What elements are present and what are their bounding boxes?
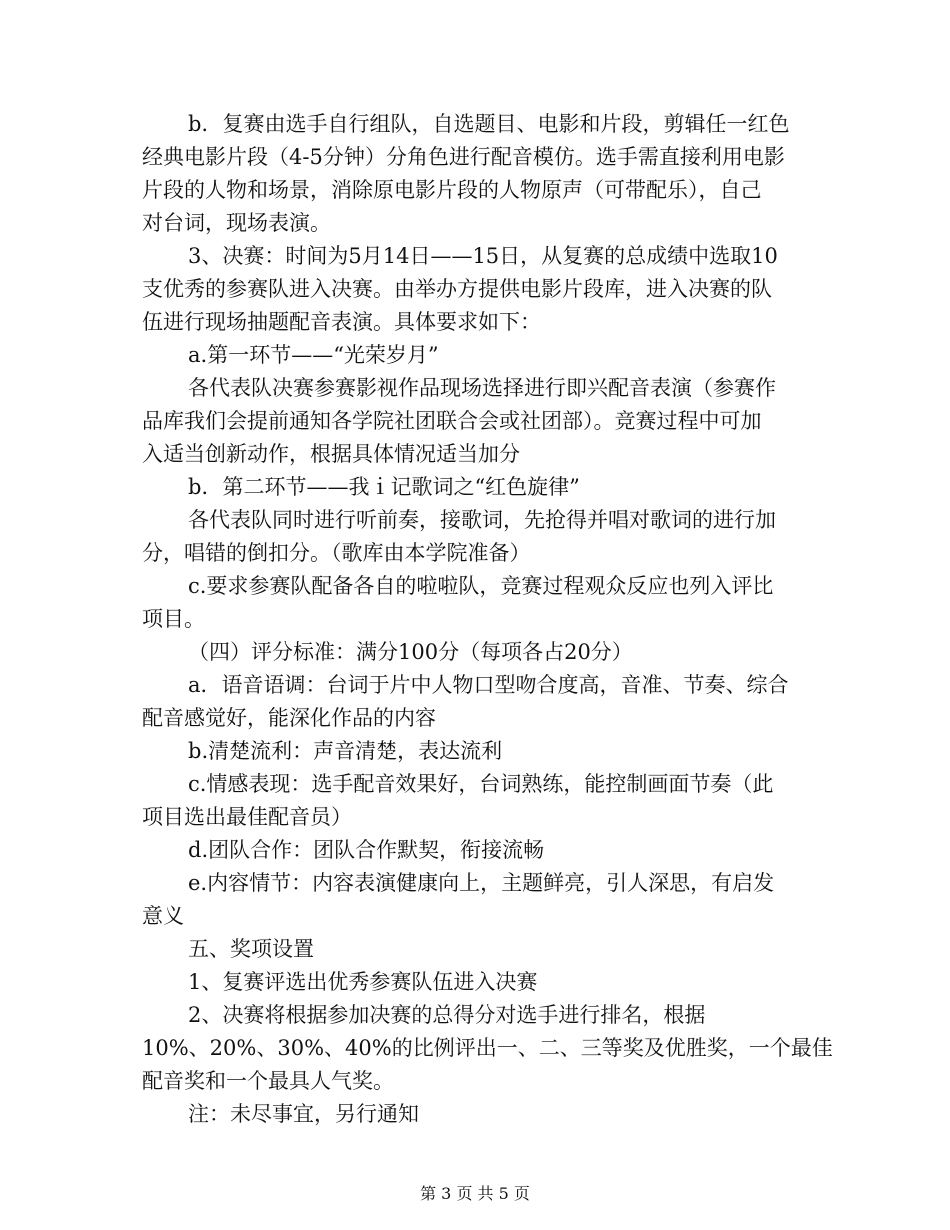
text-line: 项目。 xyxy=(142,607,205,631)
text-line: a.第一环节——“光荣岁月” xyxy=(188,343,439,367)
section-heading: 五、奖项设置 xyxy=(188,937,314,961)
text-line: 对台词，现场表演。 xyxy=(142,211,331,235)
text-line: e.内容情节：内容表演健康向上，主题鲜亮，引人深思，有启发 xyxy=(188,871,775,895)
note-line: 注：未尽事宜，另行通知 xyxy=(188,1102,419,1126)
text-line: 各代表队同时进行听前奏，接歌词，先抢得并唱对歌词的进行加 xyxy=(188,508,776,532)
text-line: 1、复赛评选出优秀参赛队伍进入决赛 xyxy=(188,970,538,994)
text-line: 2、决赛将根据参加决赛的总得分对选手进行排名，根据 xyxy=(188,1003,706,1027)
text-line: a．语音语调：台词于片中人物口型吻合度高，音准、节奏、综合 xyxy=(188,673,789,697)
text-line: 配音感觉好，能深化作品的内容 xyxy=(142,706,436,730)
text-line: c.情感表现：选手配音效果好，台词熟练，能控制画面节奏（此 xyxy=(188,772,774,796)
text-line: 伍进行现场抽题配音表演。具体要求如下： xyxy=(142,310,541,334)
text-line: 项目选出最佳配音员） xyxy=(142,805,352,829)
text-line: 10%、20%、30%、40%的比例评出一、二、三等奖及优胜奖，一个最佳 xyxy=(142,1036,833,1060)
text-line: 各代表队决赛参赛影视作品现场选择进行即兴配音表演（参赛作 xyxy=(188,376,776,400)
page-number-footer: 第 3 页 共 5 页 xyxy=(420,1184,530,1203)
text-line: b．第二环节——我ｉ记歌词之“红色旋律” xyxy=(188,475,580,499)
text-line: 分，唱错的倒扣分。（歌库由本学院准备） xyxy=(142,541,531,565)
text-line: 配音奖和一个最具人气奖。 xyxy=(142,1069,394,1093)
text-line: 3、决赛：时间为5月14日——15日，从复赛的总成绩中选取10 xyxy=(188,244,778,268)
text-line: 品库我们会提前通知各学院社团联合会或社团部）。竞赛过程中可加 xyxy=(142,409,762,433)
text-line: d.团队合作：团队合作默契，衔接流畅 xyxy=(188,838,545,862)
text-line: 支优秀的参赛队进入决赛。由举办方提供电影片段库，进入决赛的队 xyxy=(142,277,772,301)
text-line: c.要求参赛队配备各自的啦啦队，竞赛过程观众反应也列入评比 xyxy=(188,574,774,598)
section-heading: （四）评分标准：满分100分（每项各占20分） xyxy=(188,640,633,664)
text-line: b．复赛由选手自行组队，自选题目、电影和片段，剪辑任一红色 xyxy=(188,112,790,136)
text-line: 意义 xyxy=(142,904,184,928)
text-line: 片段的人物和场景，消除原电影片段的人物原声（可带配乐），自己 xyxy=(142,178,762,202)
text-line: 经典电影片段（4-5分钟）分角色进行配音模仿。选手需直接利用电影 xyxy=(142,145,785,169)
text-line: 入适当创新动作，根据具体情况适当加分 xyxy=(142,442,520,466)
text-line: b.清楚流利：声音清楚，表达流利 xyxy=(188,739,503,763)
